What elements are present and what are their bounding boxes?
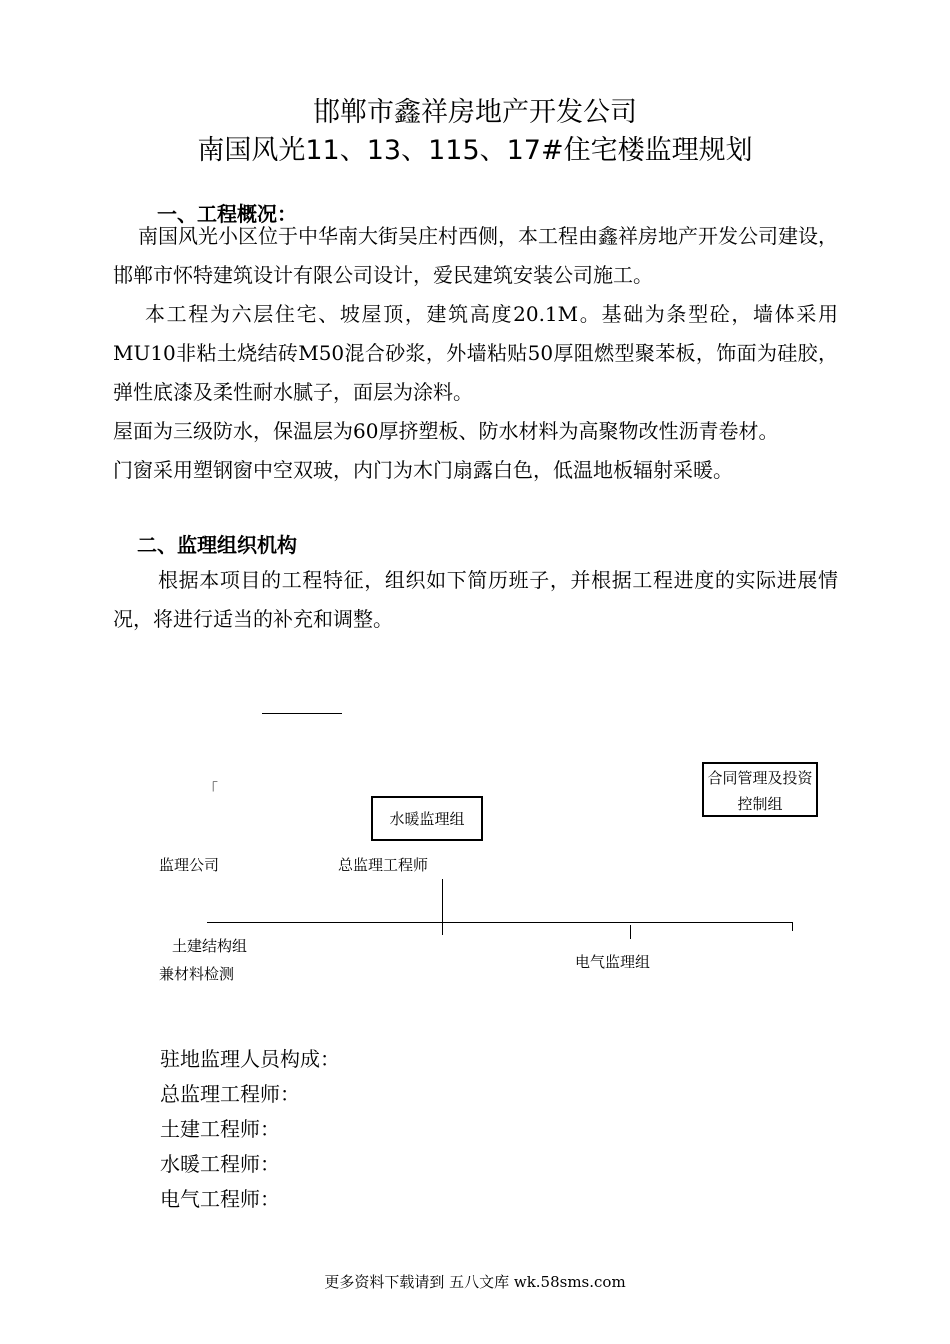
section1-paragraph-3: 屋面为三级防水，保温层为60厚挤塑板、防水材料为高聚物改性沥青卷材。 [113, 419, 779, 443]
staff-title: 驻地监理人员构成： [160, 1047, 340, 1071]
staff-civil-engineer: 土建工程师： [160, 1117, 280, 1141]
org-chief-label: 总监理工程师 [338, 856, 429, 874]
footer-text: 更多资料下载请到 五八文库 wk.58sms.com [324, 1273, 626, 1291]
staff-hvac-engineer: 水暖工程师： [160, 1152, 280, 1176]
org-horizontal-line [207, 922, 793, 923]
org-company-label: 监理公司 [159, 856, 220, 874]
org-electrical-group-label: 电气监理组 [575, 953, 651, 971]
staff-list [160, 1042, 340, 1217]
section2-heading: 二、监理组织机构 [137, 533, 297, 557]
section2-paragraph-1: 根据本项目的工程特征，组织如下简历班子，并根据工程进度的实际进展情况，将进行适当的补充和调整。 [113, 568, 838, 631]
section1-heading: 一、工程概况： [157, 202, 297, 226]
section1-paragraph-1: 南国风光小区位于中华南大街吴庄村西侧，本工程由鑫祥房地产开发公司建设，邯郸市怀特建筑设计有限公司设计，爱民建筑安装公司施工。 [113, 224, 838, 287]
org-bracket-mark: 「 [203, 780, 219, 798]
org-top-line [262, 713, 342, 714]
staff-chief-engineer: 总监理工程师： [160, 1082, 300, 1106]
section1-body [113, 217, 838, 490]
section1-paragraph-4: 门窗采用塑钢窗中空双玻，内门为木门扇露白色，低温地板辐射采暖。 [113, 458, 733, 482]
org-contract-group-box: 合同管理及投资控制组 [702, 762, 818, 817]
org-hvac-group-box: 水暖监理组 [371, 796, 483, 841]
org-civil-group-sublabel: 兼材料检测 [159, 965, 235, 983]
org-right-tick [792, 922, 793, 931]
org-electrical-tick [630, 925, 631, 939]
org-vertical-connector [442, 879, 443, 935]
document-subtitle: 南国风光11、13、115、17#住宅楼监理规划 [197, 135, 753, 166]
document-title: 邯郸市鑫祥房地产开发公司 [313, 97, 637, 128]
org-civil-group-label: 土建结构组 [172, 937, 248, 955]
section2-body [113, 561, 838, 639]
section1-paragraph-2: 本工程为六层住宅、坡屋顶，建筑高度20.1M。基础为条型砼，墙体采用MU10非粘土烧结砖M50混合砂浆，外墙粘贴50厚阻燃型聚苯板，饰面为硅胶，弹性底漆及柔性耐水腻子，面层为涂料。 [113, 302, 838, 404]
staff-electrical-engineer: 电气工程师： [160, 1187, 280, 1211]
